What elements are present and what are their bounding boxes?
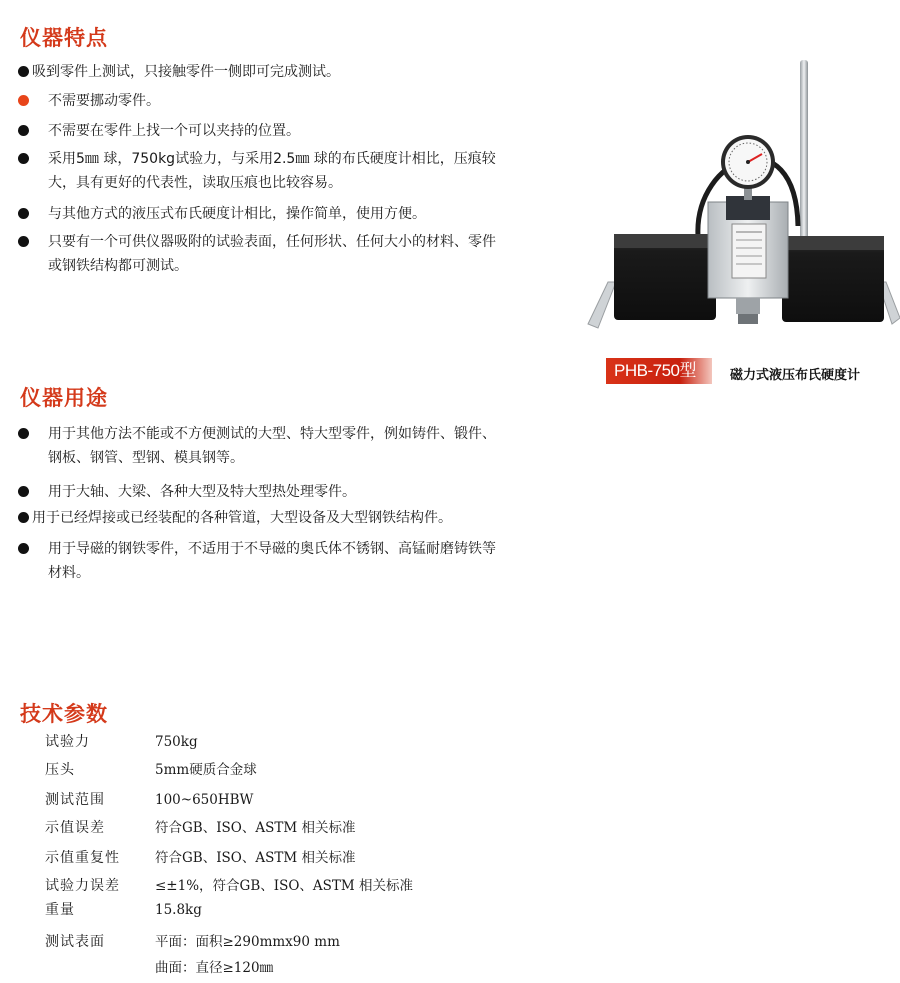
feature-text: 吸到零件上测试，只接触零件一侧即可完成测试。 bbox=[32, 64, 340, 80]
bullet-icon bbox=[18, 512, 29, 523]
spec-value: 15.8kg bbox=[155, 902, 202, 918]
bullet-icon bbox=[18, 543, 29, 554]
bullet-icon bbox=[18, 486, 29, 497]
bullet-icon bbox=[18, 428, 29, 439]
spec-value: ≤±1%，符合GB、ISO、ASTM 相关标准 bbox=[155, 878, 414, 894]
feature-text: 不需要挪动零件。 bbox=[48, 93, 160, 109]
spec-label: 试验力误差 bbox=[45, 878, 120, 894]
spec-label: 压头 bbox=[45, 762, 75, 778]
bullet-icon bbox=[18, 153, 29, 164]
bullet-icon bbox=[18, 208, 29, 219]
feature-item-5 bbox=[18, 230, 508, 278]
use-item-3 bbox=[18, 537, 508, 585]
bullet-icon bbox=[18, 95, 29, 106]
spec-value: 5mm硬质合金球 bbox=[155, 762, 257, 778]
feature-text: 采用5㎜ 球，750kg试验力，与采用2.5㎜ 球的布氏硬度计相比，压痕较大，具有更好的代表性，读取压痕也比较容易。 bbox=[48, 151, 496, 191]
features-heading: 仪器特点 bbox=[20, 26, 108, 50]
feature-item-1 bbox=[18, 89, 498, 113]
feature-item-4 bbox=[18, 202, 498, 226]
bullet-icon bbox=[18, 66, 29, 77]
hardness-tester-image bbox=[586, 56, 900, 356]
spec-value: 符合GB、ISO、ASTM 相关标准 bbox=[155, 820, 356, 836]
use-item-0 bbox=[18, 422, 508, 470]
use-item-2 bbox=[18, 506, 508, 530]
specs-heading: 技术参数 bbox=[20, 702, 108, 726]
use-text: 用于大轴、大梁、各种大型及特大型热处理零件。 bbox=[48, 484, 356, 500]
spec-value: 100~650HBW bbox=[155, 792, 254, 808]
feature-text: 不需要在零件上找一个可以夹持的位置。 bbox=[48, 123, 300, 139]
use-item-1 bbox=[18, 480, 508, 504]
feature-text: 只要有一个可供仪器吸附的试验表面，任何形状、任何大小的材料、零件或钢铁结构都可测试。 bbox=[48, 234, 496, 274]
spec-label: 测试表面 bbox=[45, 934, 105, 950]
feature-item-2 bbox=[18, 119, 498, 143]
spec-label: 试验力 bbox=[45, 734, 90, 750]
use-text: 用于其他方法不能或不方便测试的大型、特大型零件，例如铸件、锻件、钢板、钢管、型钢、模具钢等。 bbox=[48, 426, 496, 466]
feature-item-3 bbox=[18, 147, 506, 195]
feature-item-0 bbox=[18, 60, 498, 84]
spec-value: 平面：面积≥290mmx90 mm bbox=[155, 934, 340, 950]
uses-heading: 仪器用途 bbox=[20, 386, 108, 410]
use-text: 用于导磁的钢铁零件，不适用于不导磁的奥氏体不锈钢、高锰耐磨铸铁等材料。 bbox=[48, 541, 496, 581]
spec-value: 符合GB、ISO、ASTM 相关标准 bbox=[155, 850, 356, 866]
bullet-icon bbox=[18, 236, 29, 247]
product-caption: 磁力式液压布氏硬度计 bbox=[730, 368, 861, 383]
spec-label: 示值误差 bbox=[45, 820, 105, 836]
spec-label: 测试范围 bbox=[45, 792, 105, 808]
use-text: 用于已经焊接或已经装配的各种管道，大型设备及大型钢铁结构件。 bbox=[32, 510, 452, 526]
spec-label: 示值重复性 bbox=[45, 850, 120, 866]
feature-text: 与其他方式的液压式布氏硬度计相比，操作简单，使用方便。 bbox=[48, 206, 426, 222]
model-badge: PHB-750型 bbox=[606, 358, 712, 384]
spec-label: 重量 bbox=[45, 902, 75, 918]
spec-value: 曲面：直径≥120㎜ bbox=[155, 960, 274, 976]
spec-value: 750kg bbox=[155, 734, 198, 750]
bullet-icon bbox=[18, 125, 29, 136]
